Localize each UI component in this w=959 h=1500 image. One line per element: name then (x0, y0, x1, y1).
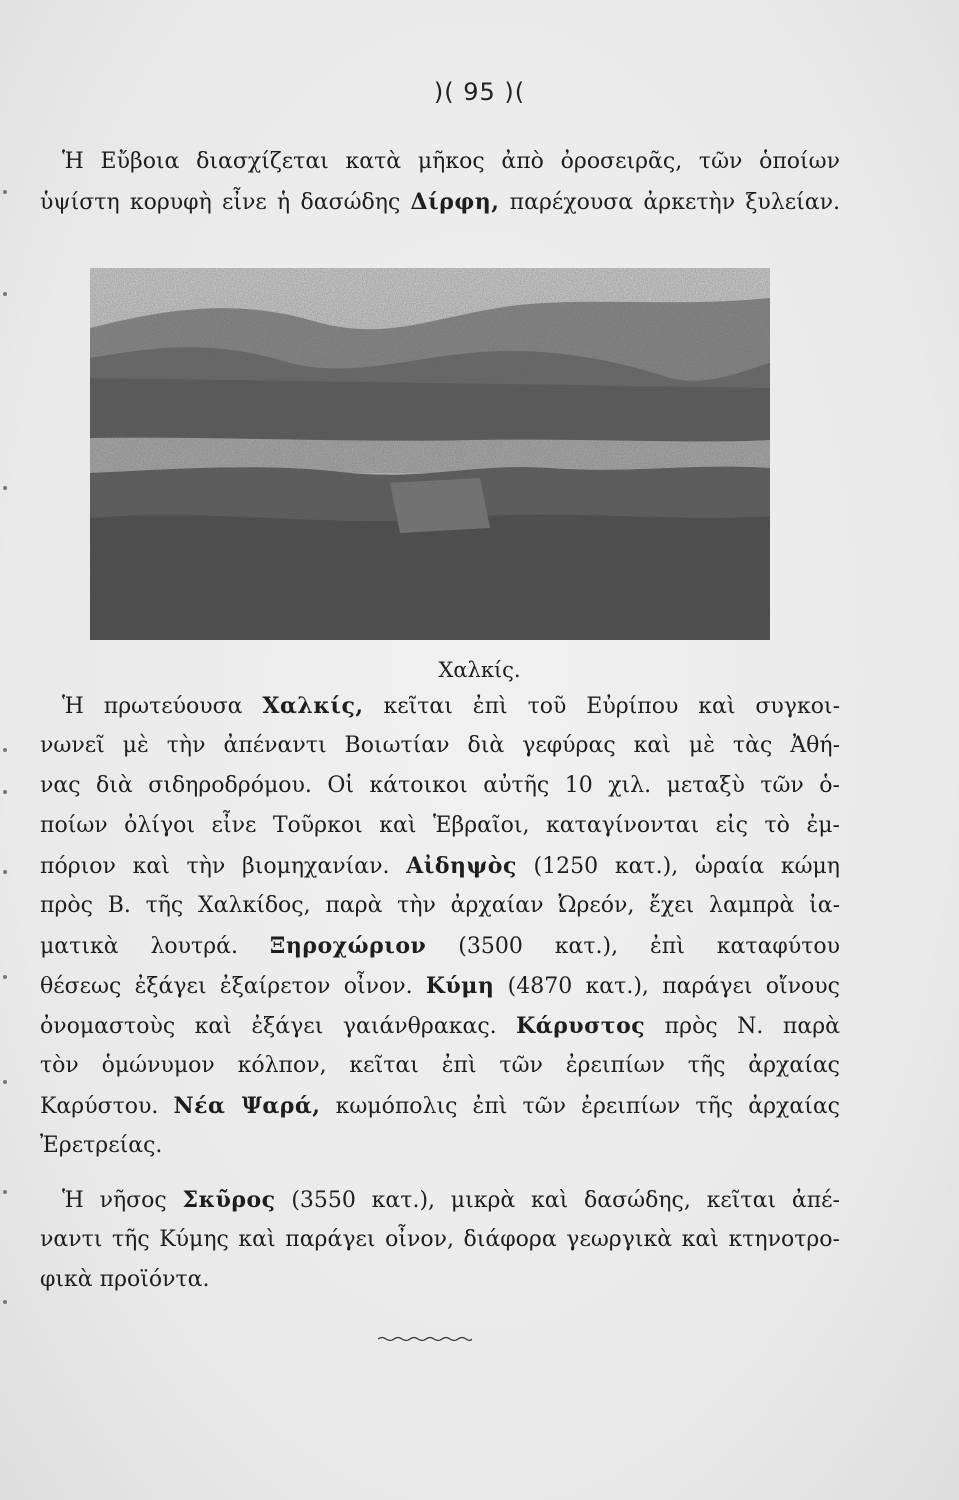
paragraph-skyros (40, 1180, 840, 1300)
text-line: τὸν ὁμώνυμον κόλπον, κεῖται ἐπὶ τῶν ἐρειπίων τῆς ἀρχαίας (40, 1053, 840, 1078)
place-name: Δίρφη, (410, 189, 500, 215)
text-line: Ἡ νῆσος Σκῦρος (3550 κατ.), μικρὰ καὶ δασώδης, κεῖται ἀπέ- (62, 1187, 840, 1213)
text-line: φικὰ προϊόντα. (40, 1267, 210, 1292)
figure-caption: Χαλκίς. (438, 658, 521, 682)
text-line: ὑψίστη κορυφὴ εἶνε ἡ δασώδης Δίρφη, παρέχουσα ἀρκετὴν ξυλείαν. (40, 189, 840, 215)
intro-paragraph (40, 142, 840, 222)
text-line: ματικὰ λουτρά. Ξηροχώριον (3500 κατ.), ἐπὶ καταφύτου (40, 933, 840, 959)
place-name: Νέα Ψαρά, (173, 1093, 321, 1119)
text-line: Ἡ πρωτεύουσα Χαλκίς, κεῖται ἐπὶ τοῦ Εὐρίπου καὶ συγκοι- (62, 693, 840, 719)
place-name: Κάρυστος (516, 1013, 646, 1039)
paragraph-chalkis (40, 686, 840, 1166)
place-name: Κύμη (425, 973, 495, 999)
place-name: Σκῦρος (182, 1187, 276, 1213)
text-line: Ἐρετρείας. (40, 1133, 163, 1158)
text-line: Ἡ Εὔβοια διασχίζεται κατὰ μῆκος ἀπὸ ὀροσειρᾶς, τῶν ὁποίων (62, 149, 840, 174)
place-name: Χαλκίς, (262, 693, 364, 719)
page-number: )( 95 )( (433, 78, 526, 106)
text-line: ναντι τῆς Κύμης καὶ παράγει οἶνον, διάφορα γεωργικὰ καὶ κτηνοτρο- (40, 1227, 840, 1252)
page-edge-marks (0, 0, 14, 1500)
place-name: Ξηροχώριον (269, 933, 427, 959)
text-line: πόριον καὶ τὴν βιομηχανίαν. Αἰδηψὸς (1250 κατ.), ὡραία κώμη (40, 853, 840, 879)
text-line: θέσεως ἐξάγει ἐξαίρετον οἶνον. Κύμη (4870 κατ.), παράγει οἴνους (40, 973, 840, 999)
chalkis-photograph (90, 268, 770, 640)
text-line: νωνεῖ μὲ τὴν ἀπέναντι Βοιωτίαν διὰ γεφύρας καὶ μὲ τὰς Ἀθή- (40, 733, 840, 758)
decorative-end-rule (378, 1336, 472, 1342)
text-line: Καρύστου. Νέα Ψαρά, κωμόπολις ἐπὶ τῶν ἐρειπίων τῆς ἀρχαίας (40, 1093, 840, 1119)
text-line: πρὸς Β. τῆς Χαλκίδος, παρὰ τὴν ἀρχαίαν Ὠρεόν, ἔχει λαμπρὰ ἰα- (40, 893, 840, 918)
place-name: Αἰδηψὸς (406, 853, 517, 879)
text-line: νας διὰ σιδηροδρόμου. Οἱ κάτοικοι αὐτῆς 10 χιλ. μεταξὺ τῶν ὁ- (40, 773, 840, 798)
text-line: ὀνομαστοὺς καὶ ἐξάγει γαιάνθρακας. Κάρυστος πρὸς Ν. παρὰ (40, 1013, 840, 1039)
text-line: ποίων ὀλίγοι εἶνε Τοῦρκοι καὶ Ἑβραῖοι, καταγίνονται εἰς τὸ ἐμ- (40, 813, 840, 838)
